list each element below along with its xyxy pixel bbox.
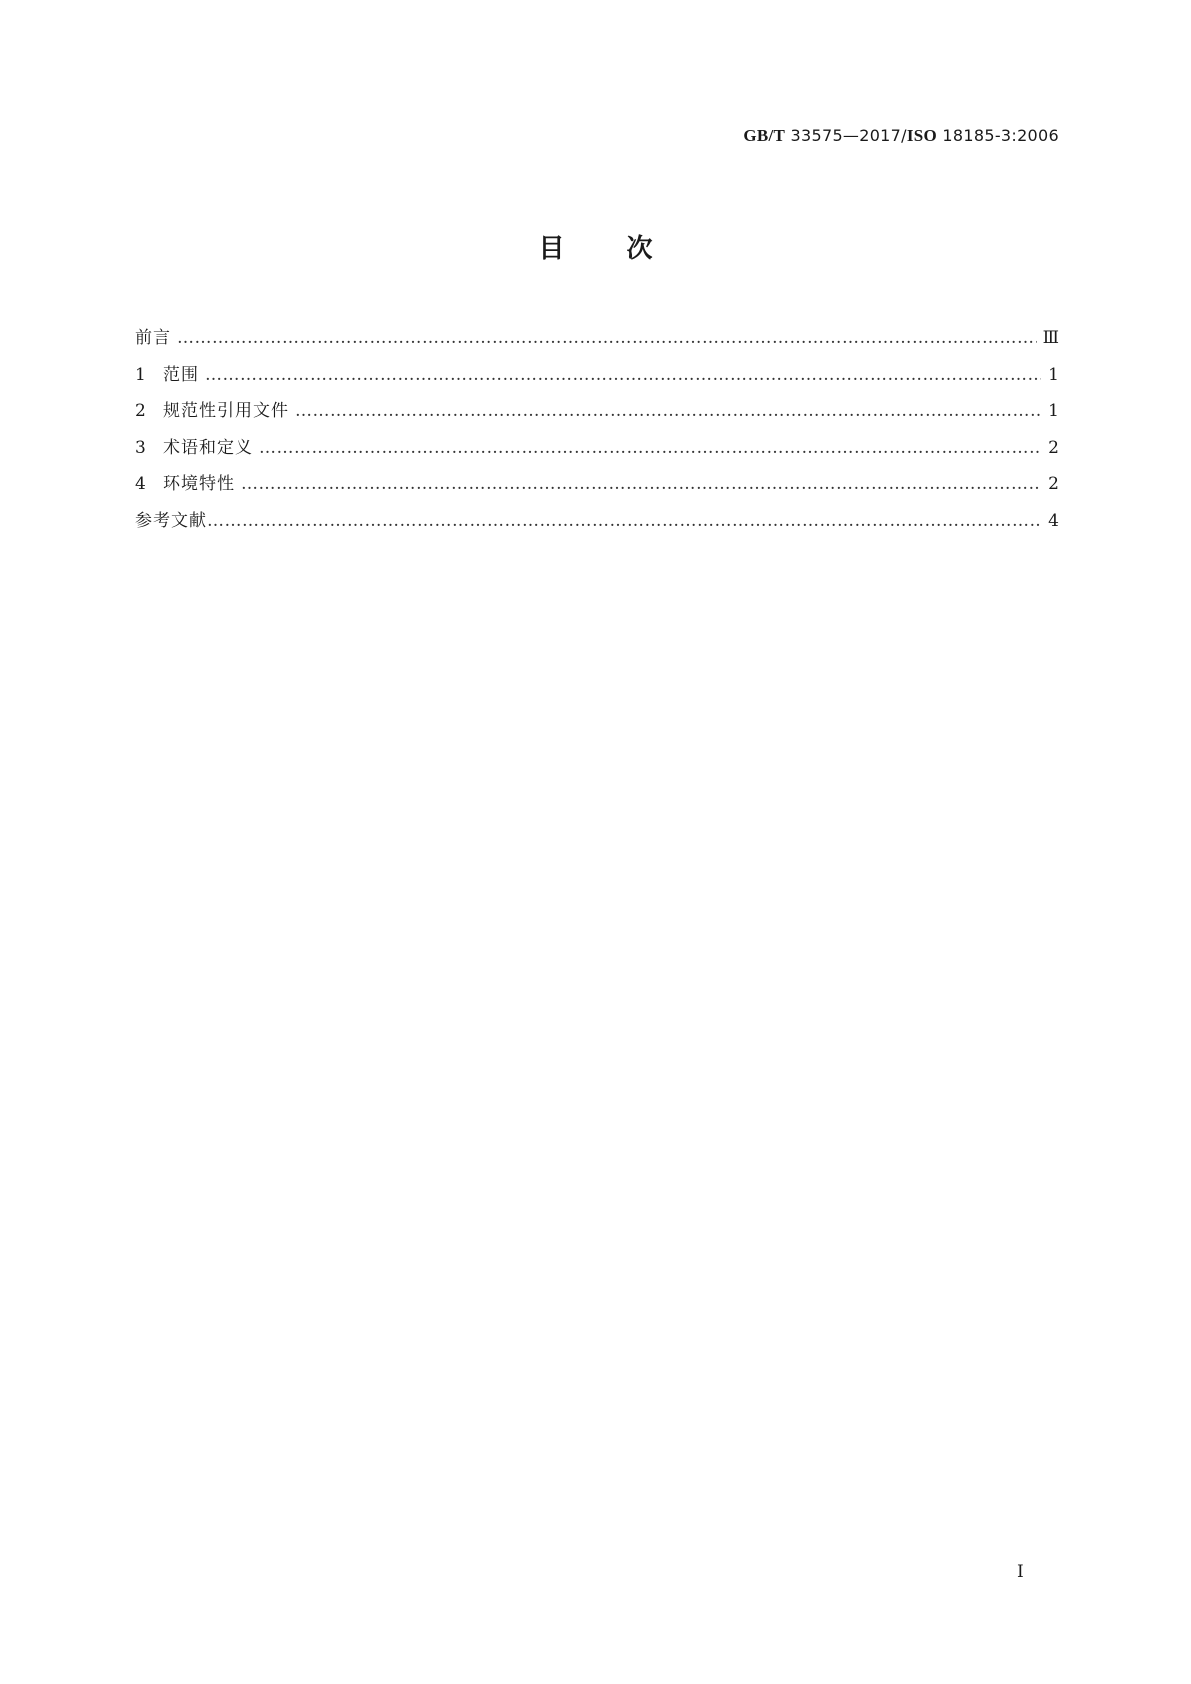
toc-section-number: 1	[135, 364, 146, 385]
toc-page-number: 1	[1048, 401, 1059, 421]
toc-page-number: 1	[1048, 364, 1059, 385]
toc-label: 规范性引用文件	[163, 401, 289, 421]
iso-number: 18185-3:2006	[937, 126, 1059, 145]
toc-page-number: Ⅲ	[1042, 328, 1059, 348]
toc-entry-bibliography[interactable]	[135, 509, 1059, 546]
toc-leader	[259, 436, 1041, 460]
standard-number-header	[743, 126, 1059, 146]
toc-leader	[205, 363, 1041, 387]
toc-entry-terms-definitions[interactable]	[135, 436, 1059, 473]
std-prefix: GB/T	[743, 126, 786, 145]
toc-leader	[207, 509, 1041, 533]
footer-page-number: I	[1017, 1562, 1024, 1582]
toc-page-number: 2	[1048, 437, 1059, 458]
toc-label: 前言	[135, 328, 171, 348]
toc-label: 术语和定义	[163, 437, 253, 458]
toc-label: 参考文献	[135, 510, 207, 531]
iso-prefix: ISO	[906, 126, 938, 145]
toc-leader	[177, 326, 1037, 350]
toc-entry-foreword[interactable]	[135, 326, 1059, 363]
toc-entry-environmental-characteristics[interactable]	[135, 472, 1059, 509]
toc-leader	[241, 472, 1041, 496]
toc-label: 环境特性	[163, 474, 235, 494]
toc-section-number: 2	[135, 401, 146, 421]
toc-section-number: 3	[135, 437, 146, 458]
toc-section-number: 4	[135, 474, 146, 494]
toc-entry-scope[interactable]	[135, 363, 1059, 400]
toc-page-number: 4	[1048, 510, 1059, 531]
toc-page-number: 2	[1048, 474, 1059, 494]
std-number: 33575—2017/	[785, 126, 907, 145]
page-title: 目次	[538, 234, 715, 264]
table-of-contents	[135, 326, 1059, 545]
toc-leader	[295, 399, 1041, 423]
toc-entry-normative-references[interactable]	[135, 399, 1059, 436]
toc-label: 范围	[163, 364, 199, 385]
